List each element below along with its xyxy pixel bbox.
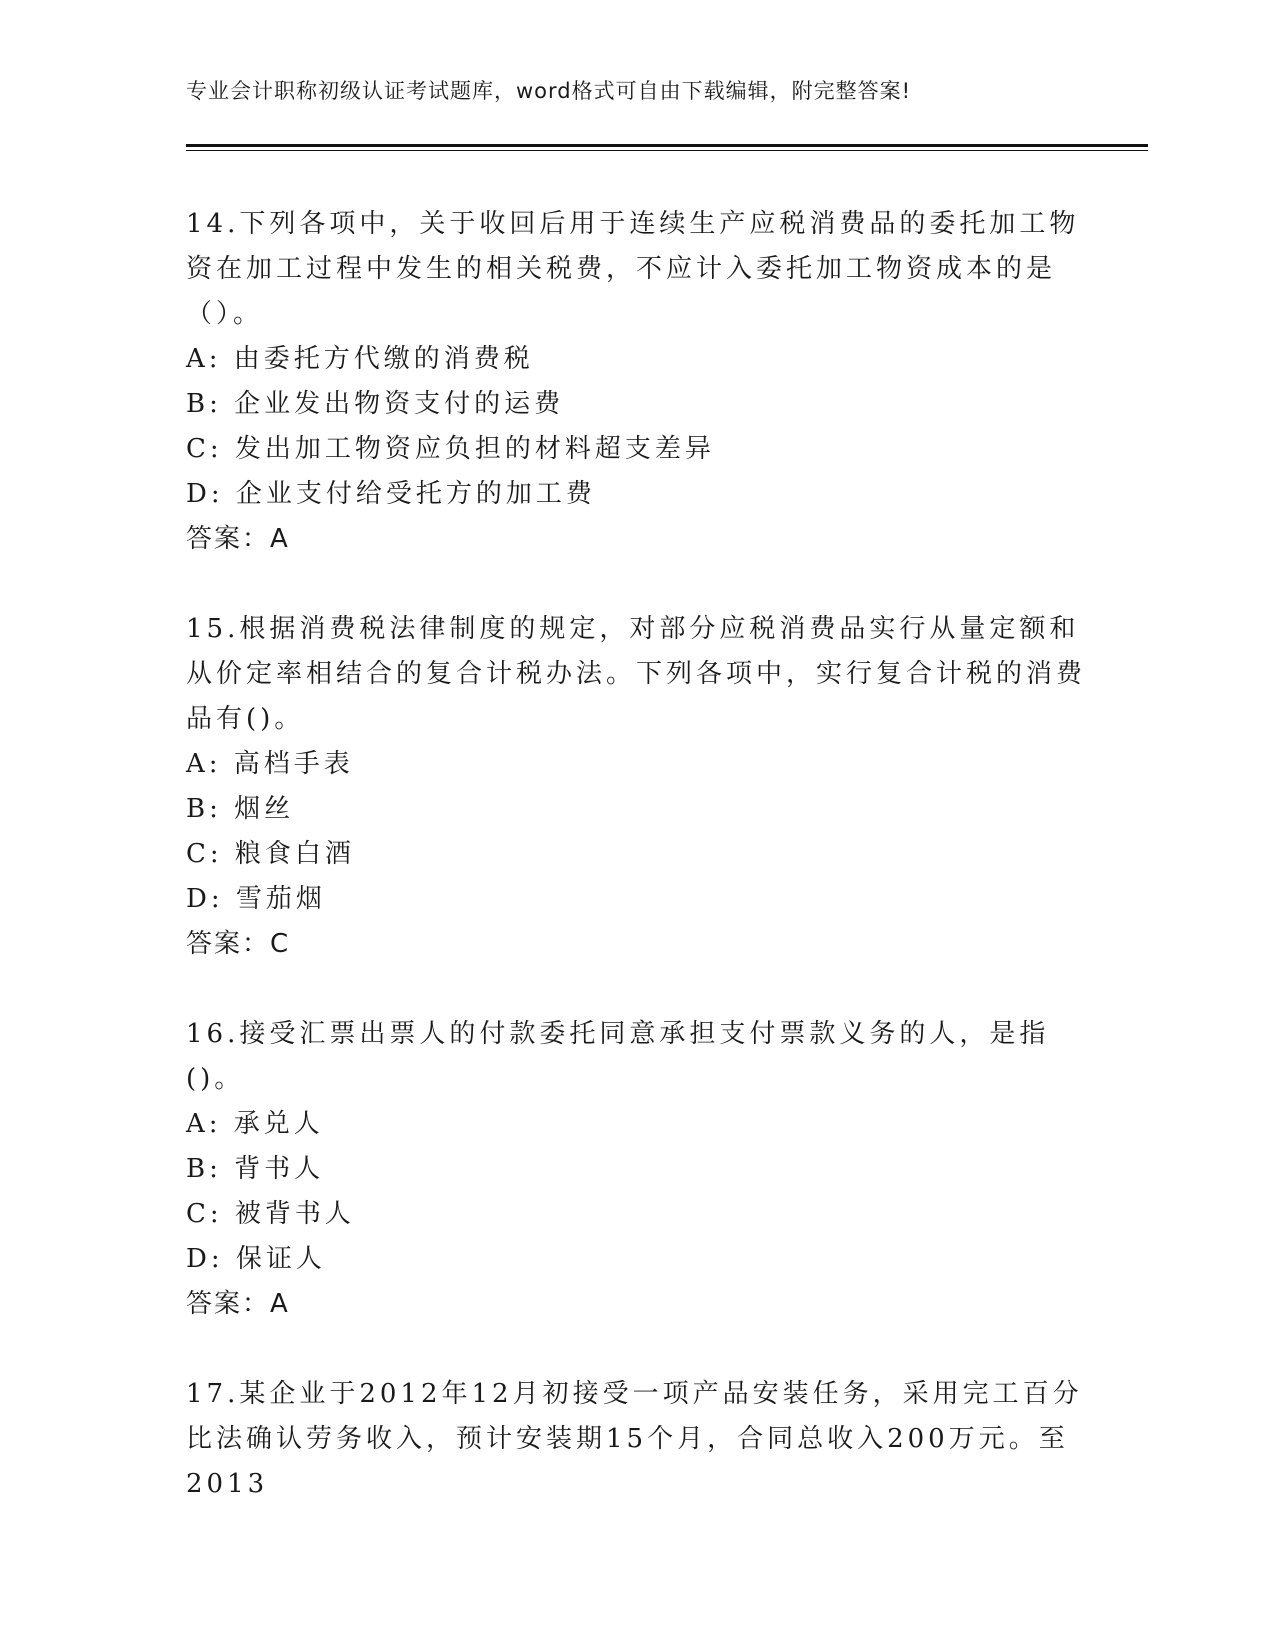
answer: 答案：A (186, 524, 290, 554)
option-a: A: 由委托方代缴的消费税 (186, 344, 534, 374)
option-c: C: 被背书人 (186, 1199, 355, 1229)
question-15 (186, 607, 1086, 967)
question-text: 15.根据消费税法律制度的规定，对部分应税消费品实行从量定额和从价定率相结合的复合计税办法。下列各项中，实行复合计税的消费品有()。 (186, 614, 1087, 734)
answer: 答案：C (186, 929, 291, 959)
question-text: 17.某企业于2012年12月初接受一项产品安装任务，采用完工百分比法确认劳务收入，预计安装期15个月，合同总收入200万元。至2013 (186, 1379, 1083, 1499)
page-header: 专业会计职称初级认证考试题库，word格式可自由下载编辑，附完整答案! (186, 79, 912, 103)
question-text: 16.接受汇票出票人的付款委托同意承担支付票款义务的人，是指()。 (186, 1019, 1050, 1094)
question-14 (186, 202, 1086, 562)
question-16 (186, 1012, 1086, 1327)
option-a: A: 高档手表 (186, 749, 354, 779)
question-list (186, 202, 1086, 1552)
question-17 (186, 1372, 1086, 1507)
option-d: D: 企业支付给受托方的加工费 (186, 479, 596, 509)
header-rule-thick (186, 144, 1148, 147)
option-d: D: 雪茄烟 (186, 884, 326, 914)
option-c: C: 粮食白酒 (186, 839, 355, 869)
option-b: B: 烟丝 (186, 794, 295, 824)
option-b: B: 背书人 (186, 1154, 325, 1184)
header-rule-thin (186, 150, 1148, 151)
option-d: D: 保证人 (186, 1244, 326, 1274)
option-b: B: 企业发出物资支付的运费 (186, 389, 565, 419)
answer: 答案：A (186, 1289, 290, 1319)
option-c: C: 发出加工物资应负担的材料超支差异 (186, 434, 715, 464)
question-text: 14.下列各项中，关于收回后用于连续生产应税消费品的委托加工物资在加工过程中发生的相关税费，不应计入委托加工物资成本的是（）。 (186, 209, 1080, 329)
option-a: A: 承兑人 (186, 1109, 324, 1139)
